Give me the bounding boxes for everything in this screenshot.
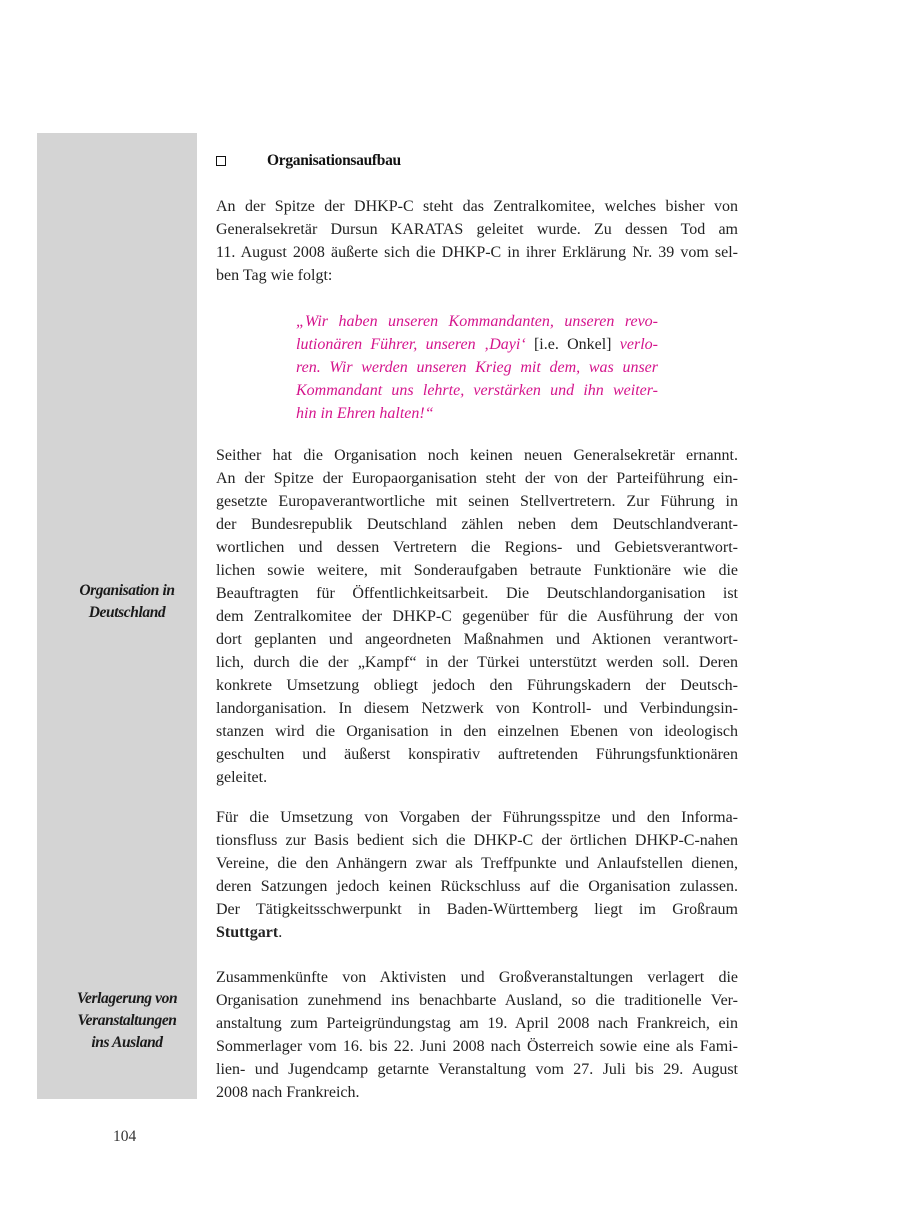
text-line: lien- und Jugendcamp getarnte Veranstaltung vom 27. Juli bis 29. August — [216, 1061, 738, 1078]
side-note-line: Deutschland — [88, 604, 166, 621]
section-heading — [216, 150, 401, 172]
text-line: Sommerlager vom 16. bis 22. Juni 2008 nach Österreich sowie eine als Fami- — [216, 1038, 738, 1055]
checkbox-bullet-icon — [216, 156, 226, 166]
quote-line — [296, 333, 658, 356]
quote-fragment: lutionären Führer, unseren ‚Dayi‘ — [296, 336, 534, 353]
side-note-line: ins Ausland — [91, 1034, 163, 1051]
text-line: tionsfluss zur Basis bedient sich die DHKP-C der örtlichen DHKP-C-nahen — [216, 832, 738, 849]
page-number: 104 — [113, 1128, 137, 1145]
text-line: der Bundesrepublik Deutschland zählen neben dem Deutschlandverant- — [216, 516, 738, 533]
side-note-ausland — [37, 988, 217, 1054]
text-line: landorganisation. In diesem Netzwerk von Kontroll- und Verbindungsin- — [216, 700, 738, 717]
section-title: Organisationsaufbau — [267, 152, 401, 169]
text-line: gesetzte Europaverantwortliche mit seinen Stellvertretern. Zur Führung in — [216, 493, 738, 510]
text-line: geleitet. — [216, 769, 268, 786]
text-line: Seither hat die Organisation noch keinen neuen Generalsekretär ernannt. — [216, 447, 738, 464]
side-note-line: Verlagerung von — [76, 990, 178, 1007]
text-line: lich, durch die der „Kampf“ in der Türkei unterstützt werden soll. Deren — [216, 654, 738, 671]
text-line: Für die Umsetzung von Vorgaben der Führungsspitze und den Informa- — [216, 809, 738, 826]
text-line: dem Zentralkomitee der DHKP-C gegenüber für die Ausführung der von — [216, 608, 738, 625]
text-line: lichen sowie weitere, mit Sonderaufgaben betraute Funktionäre wie die — [216, 562, 738, 579]
text-line: wortlichen und dessen Vertretern die Regions- und Gebietsverantwort- — [216, 539, 738, 556]
quote-insertion: [i.e. Onkel] — [533, 336, 612, 353]
text-line: 11. August 2008 äußerte sich die DHKP-C in ihrer Erklärung Nr. 39 vom sel- — [216, 244, 738, 261]
text-line: geschulten und äußerst konspirativ auftretenden Führungsfunktionären — [216, 746, 738, 763]
paragraph-associations — [216, 806, 738, 944]
text-line: stanzen wird die Organisation in den einzelnen Ebenen von ideologisch — [216, 723, 738, 740]
text-line: Vereine, die den Anhängern zwar als Treffpunkte und Anlaufstellen dienen, — [216, 855, 738, 872]
text-line — [216, 921, 738, 944]
quote-line: Kommandant uns lehrte, verstärken und ihn weiter- — [296, 382, 658, 399]
paragraph-leadership — [216, 195, 738, 287]
quote-fragment: verlo- — [611, 336, 658, 353]
text-line: anstaltung zum Parteigründungstag am 19. April 2008 nach Frankreich, ein — [216, 1015, 738, 1032]
text-line: Zusammenkünfte von Aktivisten und Großveranstaltungen verlagert die — [216, 969, 738, 986]
text-line: Beauftragten für Öffentlichkeitsarbeit. Die Deutschlandorganisation ist — [216, 585, 738, 602]
text-line: ben Tag wie folgt: — [216, 267, 333, 284]
text-line: konkrete Umsetzung obliegt jedoch den Führungskadern der Deutsch- — [216, 677, 738, 694]
text-fragment: . — [278, 924, 283, 941]
quote-line: ren. Wir werden unseren Krieg mit dem, was unser — [296, 359, 658, 376]
quote-line: „Wir haben unseren Kommandanten, unseren revo- — [296, 313, 658, 330]
quote-block — [296, 310, 658, 425]
text-line: An der Spitze der Europaorganisation steht der von der Parteiführung ein- — [216, 470, 738, 487]
side-note-line: Organisation in — [79, 582, 175, 599]
text-line: Generalsekretär Dursun KARATAS geleitet wurde. Zu dessen Tod am — [216, 221, 738, 238]
text-line: deren Satzungen jedoch keinen Rückschluss auf die Organisation zulassen. — [216, 878, 738, 895]
text-line: An der Spitze der DHKP-C steht das Zentralkomitee, welches bisher von — [216, 198, 738, 215]
location-emphasis: Stuttgart — [216, 924, 279, 941]
text-line: Organisation zunehmend ins benachbarte Ausland, so die traditionelle Ver- — [216, 992, 738, 1009]
text-line: dort geplanten und angeordneten Maßnahmen und Aktionen verantwort- — [216, 631, 738, 648]
paragraph-events-abroad — [216, 966, 738, 1104]
paragraph-structure — [216, 444, 738, 789]
text-line: Der Tätigkeitsschwerpunkt in Baden-Württemberg liegt im Großraum — [216, 901, 738, 918]
quote-line: hin in Ehren halten!“ — [296, 405, 434, 422]
side-note-organisation — [37, 580, 217, 624]
text-line: 2008 nach Frankreich. — [216, 1084, 360, 1101]
side-note-line: Veranstaltungen — [77, 1012, 177, 1029]
